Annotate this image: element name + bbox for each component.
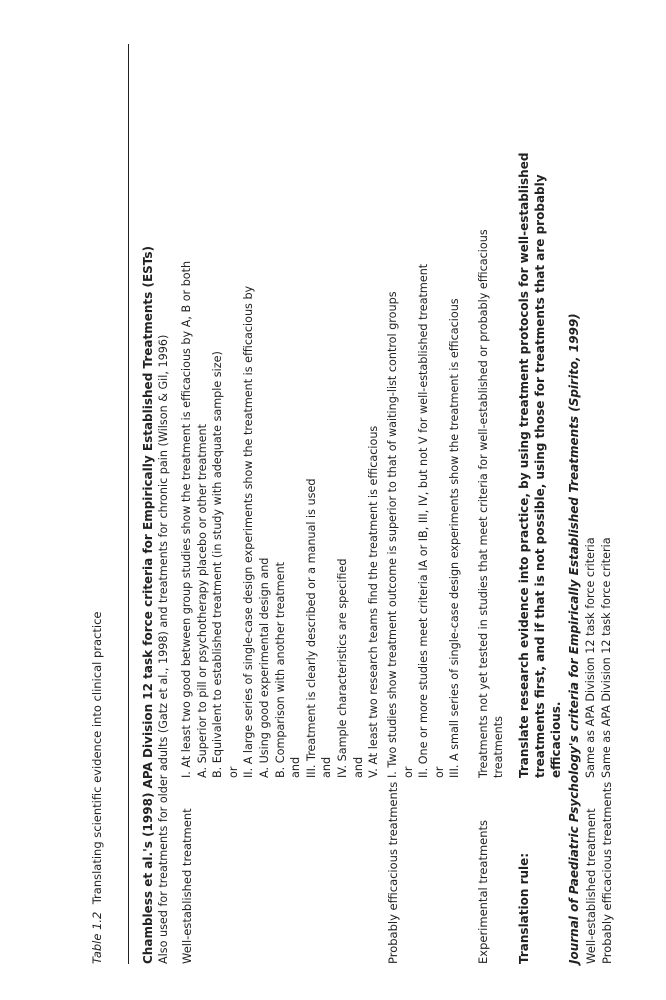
well-list-item: A. Using good experimental design and [258,557,271,778]
prob-list-item: or [401,766,415,778]
jpp-row-1-text: Same as APA Division 12 task force criteria [584,537,597,778]
jpp-row-2-label: Probably efficacious treatments [600,781,614,964]
jpp-heading-text: Journal of Paediatric Psychology's criteria for Empirically Established Treatments (Spirito, 1999) [567,313,581,964]
rotated-table [60,44,620,964]
experimental-text: Treatments not yet tested in studies that meet criteria for well-established or probably efficacious treatments [477,229,505,778]
chambless-subheading: Also used for treatments for older adults (Gatz et al., 1998) and treatments for chronic pain (Wilson & Gil, 1996) [157,334,170,964]
table-caption [90,612,104,964]
well-list-item: A. Superior to pill or psychotherapy placebo or other treatment [195,423,209,778]
prob-list-item: II. One or more studies meet criteria IA or IB, III, IV, but not V for well-established treatment [417,263,431,778]
table-caption-text: Translating scientific evidence into clinical practice [90,611,104,905]
translation-rule-label: Translation rule: [517,852,531,964]
prob-list-item: or [432,766,446,778]
prob-list-item: I. Two studies show treatment outcome is superior to that of waiting-list control groups [386,291,399,778]
jpp-row-2-text: Same as APA Division 12 task force criteria [600,537,613,778]
experimental-label: Experimental treatments [476,819,490,964]
well-list-item: III. Treatment is clearly described or a manual is used [304,478,318,778]
well-list-item: I. At least two good between group studies show the treatment is efficacious by A, B or both [180,260,193,778]
well-list-item: IV. Sample characteristics are specified [336,558,349,778]
prob-list-item: III. A small series of single-case design experiments show the treatment is efficacious [448,298,462,778]
well-list-item: B. Equivalent to established treatment (in study with adequate sample size) [211,351,225,778]
well-established-label: Well-established treatment [180,808,194,964]
translation-rule-text: Translate research evidence into practice, by using treatment protocols for well-established treatments first, and if that is not possible, using those for treatments that are probably efficacious. [517,152,563,778]
probable-label: Probably efficacious treatments [386,781,400,964]
chambless-heading: Chambless et al.'s (1998) APA Division 12 task force criteria for Empirically Established Treatments (ESTs) [141,245,155,964]
well-list-item: and [351,756,365,778]
well-list-item: or [226,766,240,778]
well-list-item: II. A large series of single-case design experiments show the treatment is efficacious by [242,285,256,778]
jpp-heading [566,313,582,964]
well-list-item: and [289,756,303,778]
well-list-item: V. At least two research teams find the treatment is efficacious [367,425,381,778]
jpp-row-1-label: Well-established treatment [584,808,598,964]
well-list-item: B. Comparison with another treatment [273,561,287,778]
well-list-item: and [320,756,334,778]
table-number: Table 1.2 [90,911,104,964]
top-rule [128,44,129,964]
